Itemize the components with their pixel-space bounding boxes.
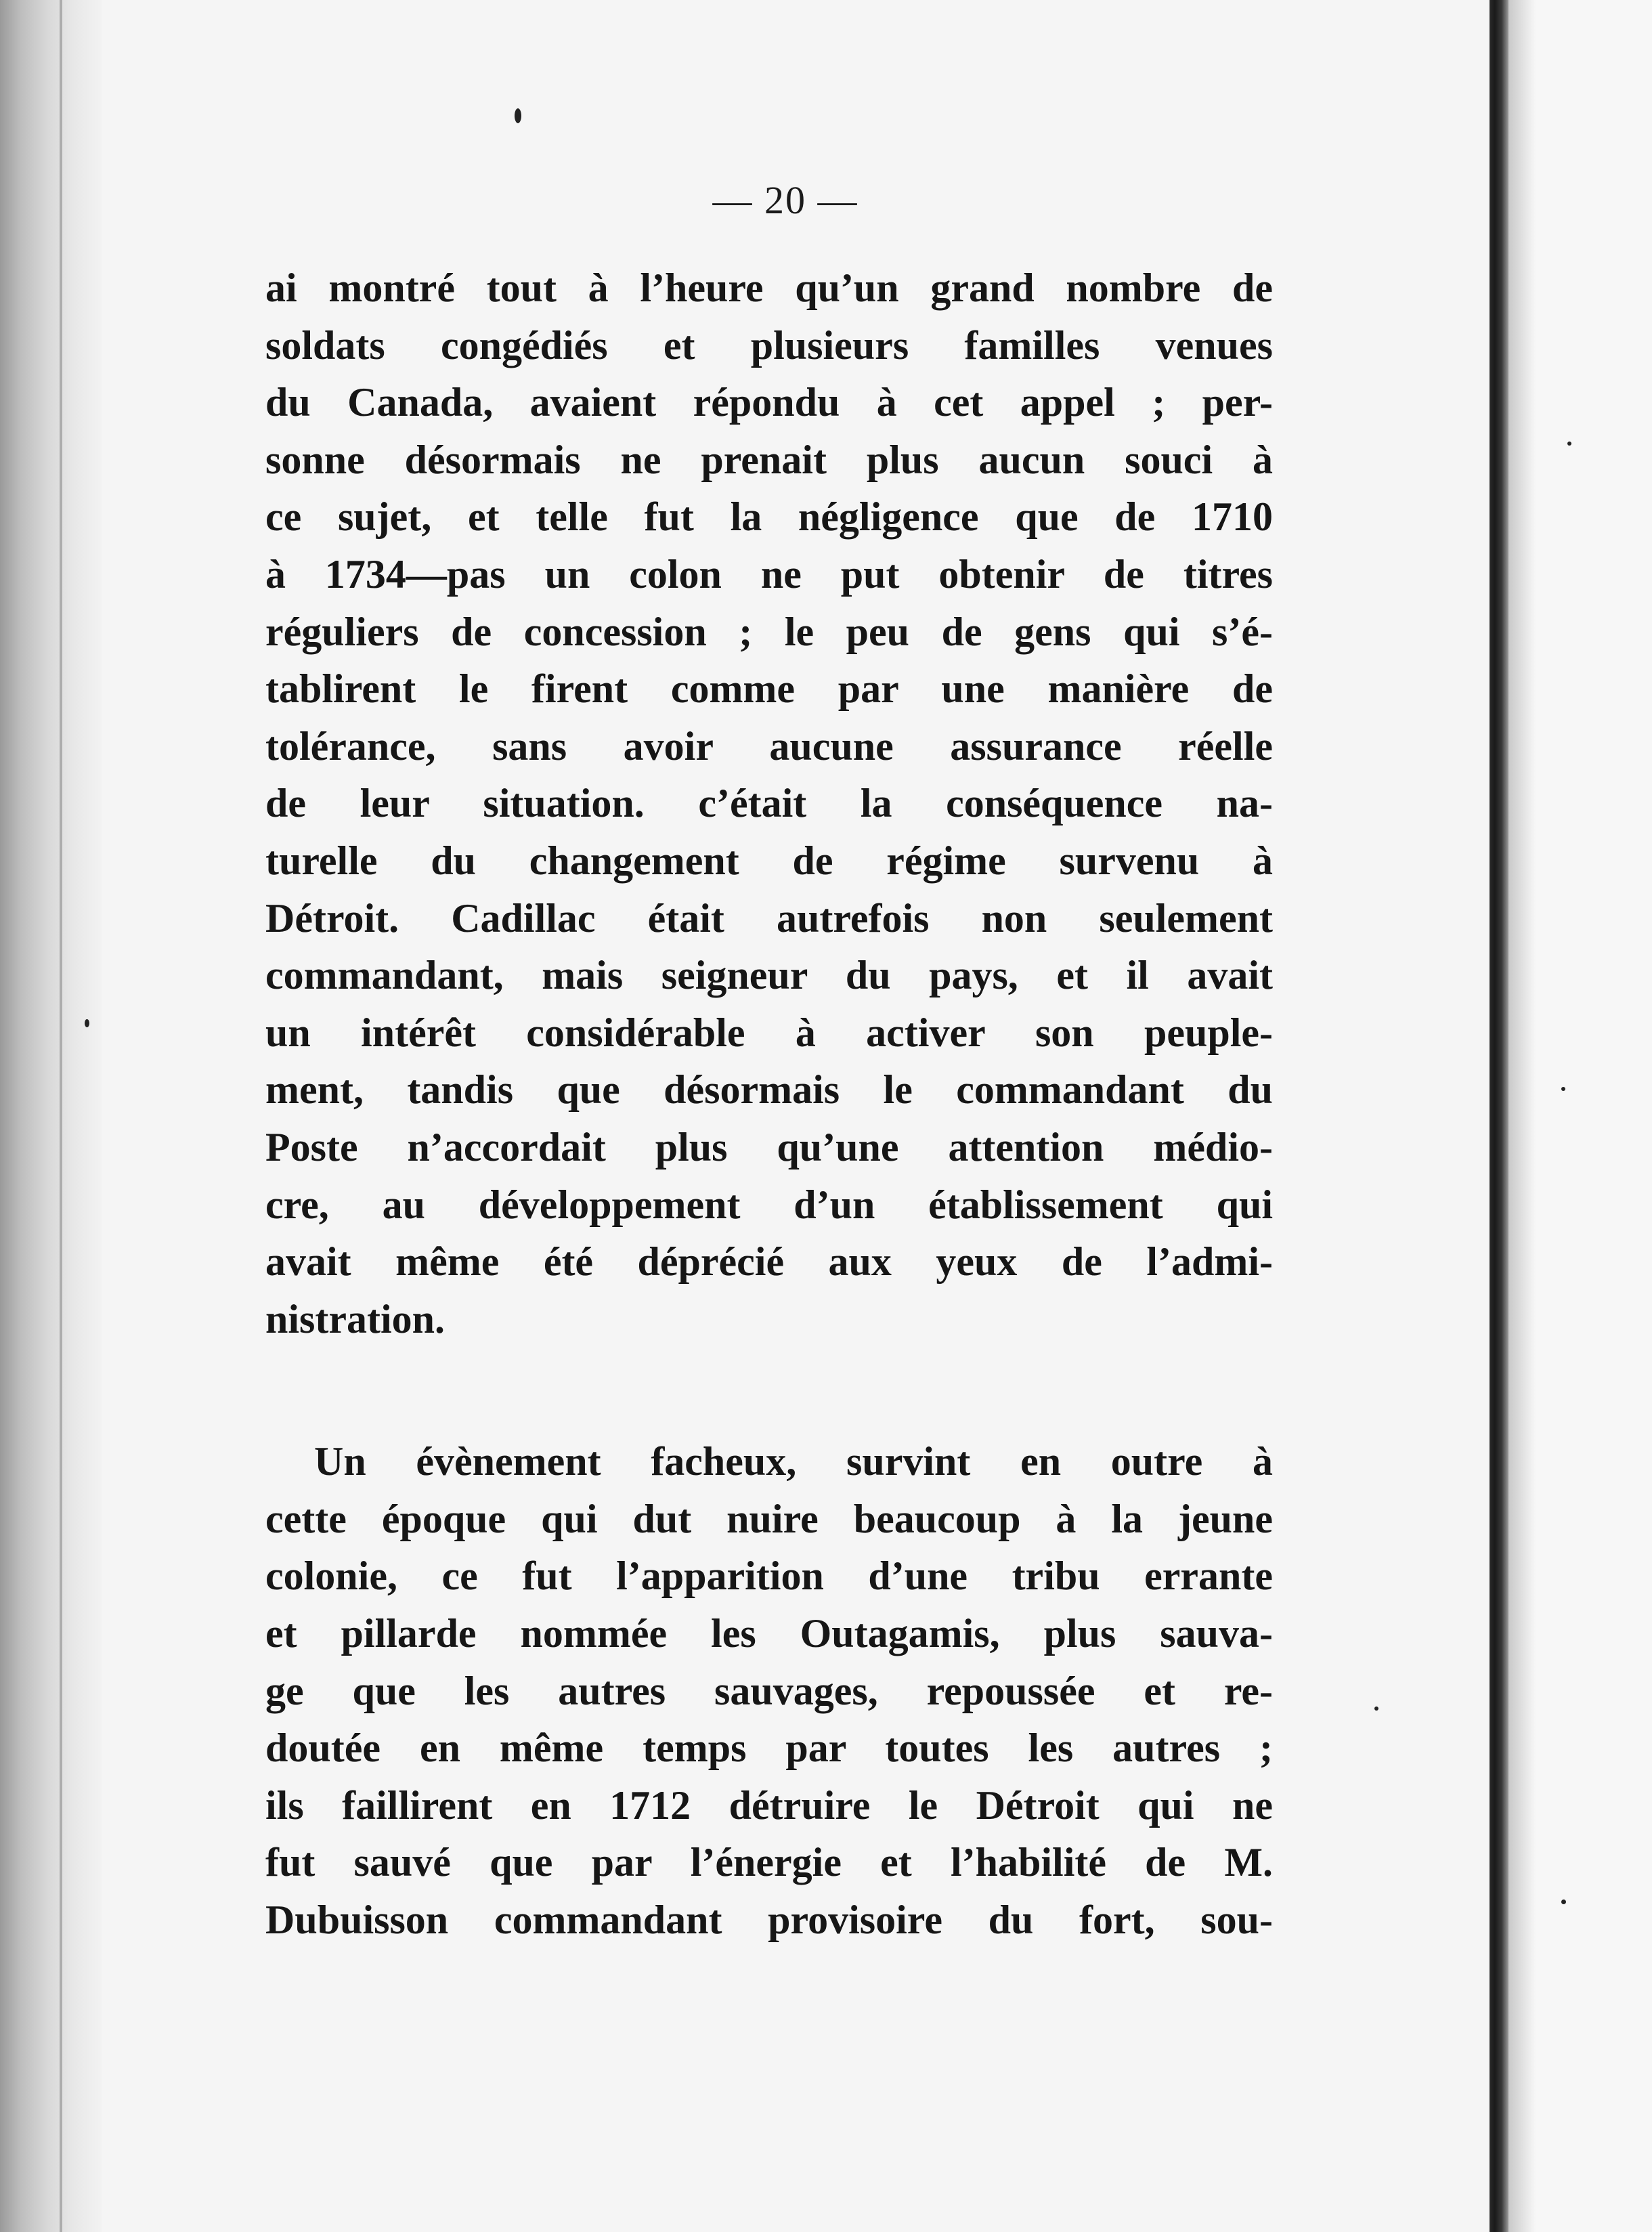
text-line: commandant, mais seigneur du pays, et il avait	[265, 953, 1273, 998]
dust-speck	[1374, 1707, 1378, 1711]
right-page-edge	[1490, 0, 1508, 2232]
text-line: de leur situation. c’était la conséquence na-	[265, 781, 1273, 826]
page-number-text: — 20 —	[712, 178, 858, 222]
text-line: Détroit. Cadillac était autrefois non seulement	[265, 895, 1273, 941]
dust-speck	[515, 108, 521, 123]
text-line: réguliers de concession ; le peu de gens qui s’é-	[265, 609, 1273, 654]
text-line: Un évènement facheux, survint en outre à	[314, 1439, 1273, 1484]
text-line: ment, tandis que désormais le commandant du	[265, 1067, 1273, 1113]
left-binding-edge	[60, 0, 62, 2232]
text-line: colonie, ce fut l’apparition d’une tribu errante	[265, 1553, 1273, 1599]
left-page-gutter	[0, 0, 102, 2232]
text-line: tolérance, sans avoir aucune assurance réelle	[265, 723, 1273, 769]
paragraph-1	[265, 259, 1273, 1348]
text-line: doutée en même temps par toutes les autres ;	[265, 1725, 1273, 1771]
text-line: tablirent le firent comme par une manière de	[265, 666, 1273, 712]
text-line: nistration.	[265, 1296, 445, 1342]
text-line: à 1734—pas un colon ne put obtenir de titres	[265, 551, 1273, 597]
text-line: ai montré tout à l’heure qu’un grand nombre de	[265, 265, 1273, 310]
paragraph-2	[265, 1433, 1273, 1948]
dust-speck	[1561, 1087, 1565, 1091]
dust-speck	[85, 1019, 89, 1027]
text-line: ge que les autres sauvages, repoussée et re-	[265, 1668, 1273, 1713]
text-line: turelle du changement de régime survenu à	[265, 838, 1273, 883]
text-line: du Canada, avaient répondu à cet appel ; per-	[265, 380, 1273, 425]
text-line: et pillarde nommée les Outagamis, plus sauva-	[265, 1611, 1273, 1656]
paragraph-gap	[265, 1348, 1273, 1433]
text-line: Dubuisson commandant provisoire du fort, sou-	[265, 1897, 1273, 1943]
text-line: Poste n’accordait plus qu’une attention médio-	[265, 1124, 1273, 1169]
text-line: ils faillirent en 1712 détruire le Détroit qui ne	[265, 1782, 1273, 1828]
right-edge-shadow	[1508, 0, 1536, 2232]
text-line: avait même été déprécié aux yeux de l’admi-	[265, 1239, 1273, 1285]
text-line: soldats congédiés et plusieurs familles venues	[265, 322, 1273, 368]
text-line: ce sujet, et telle fut la négligence que de 1710	[265, 494, 1273, 540]
text-line: cre, au développement d’un établissement qui	[265, 1182, 1273, 1227]
body-text	[265, 259, 1273, 1949]
page-number	[0, 177, 1652, 223]
dust-speck	[1567, 442, 1571, 446]
text-line: fut sauvé que par l’énergie et l’habilité de M.	[265, 1840, 1273, 1885]
dust-speck	[1561, 1900, 1566, 1904]
text-line: cette époque qui dut nuire beaucoup à la jeune	[265, 1496, 1273, 1541]
text-line: sonne désormais ne prenait plus aucun souci à	[265, 437, 1273, 482]
text-line: un intérêt considérable à activer son peuple-	[265, 1010, 1273, 1055]
